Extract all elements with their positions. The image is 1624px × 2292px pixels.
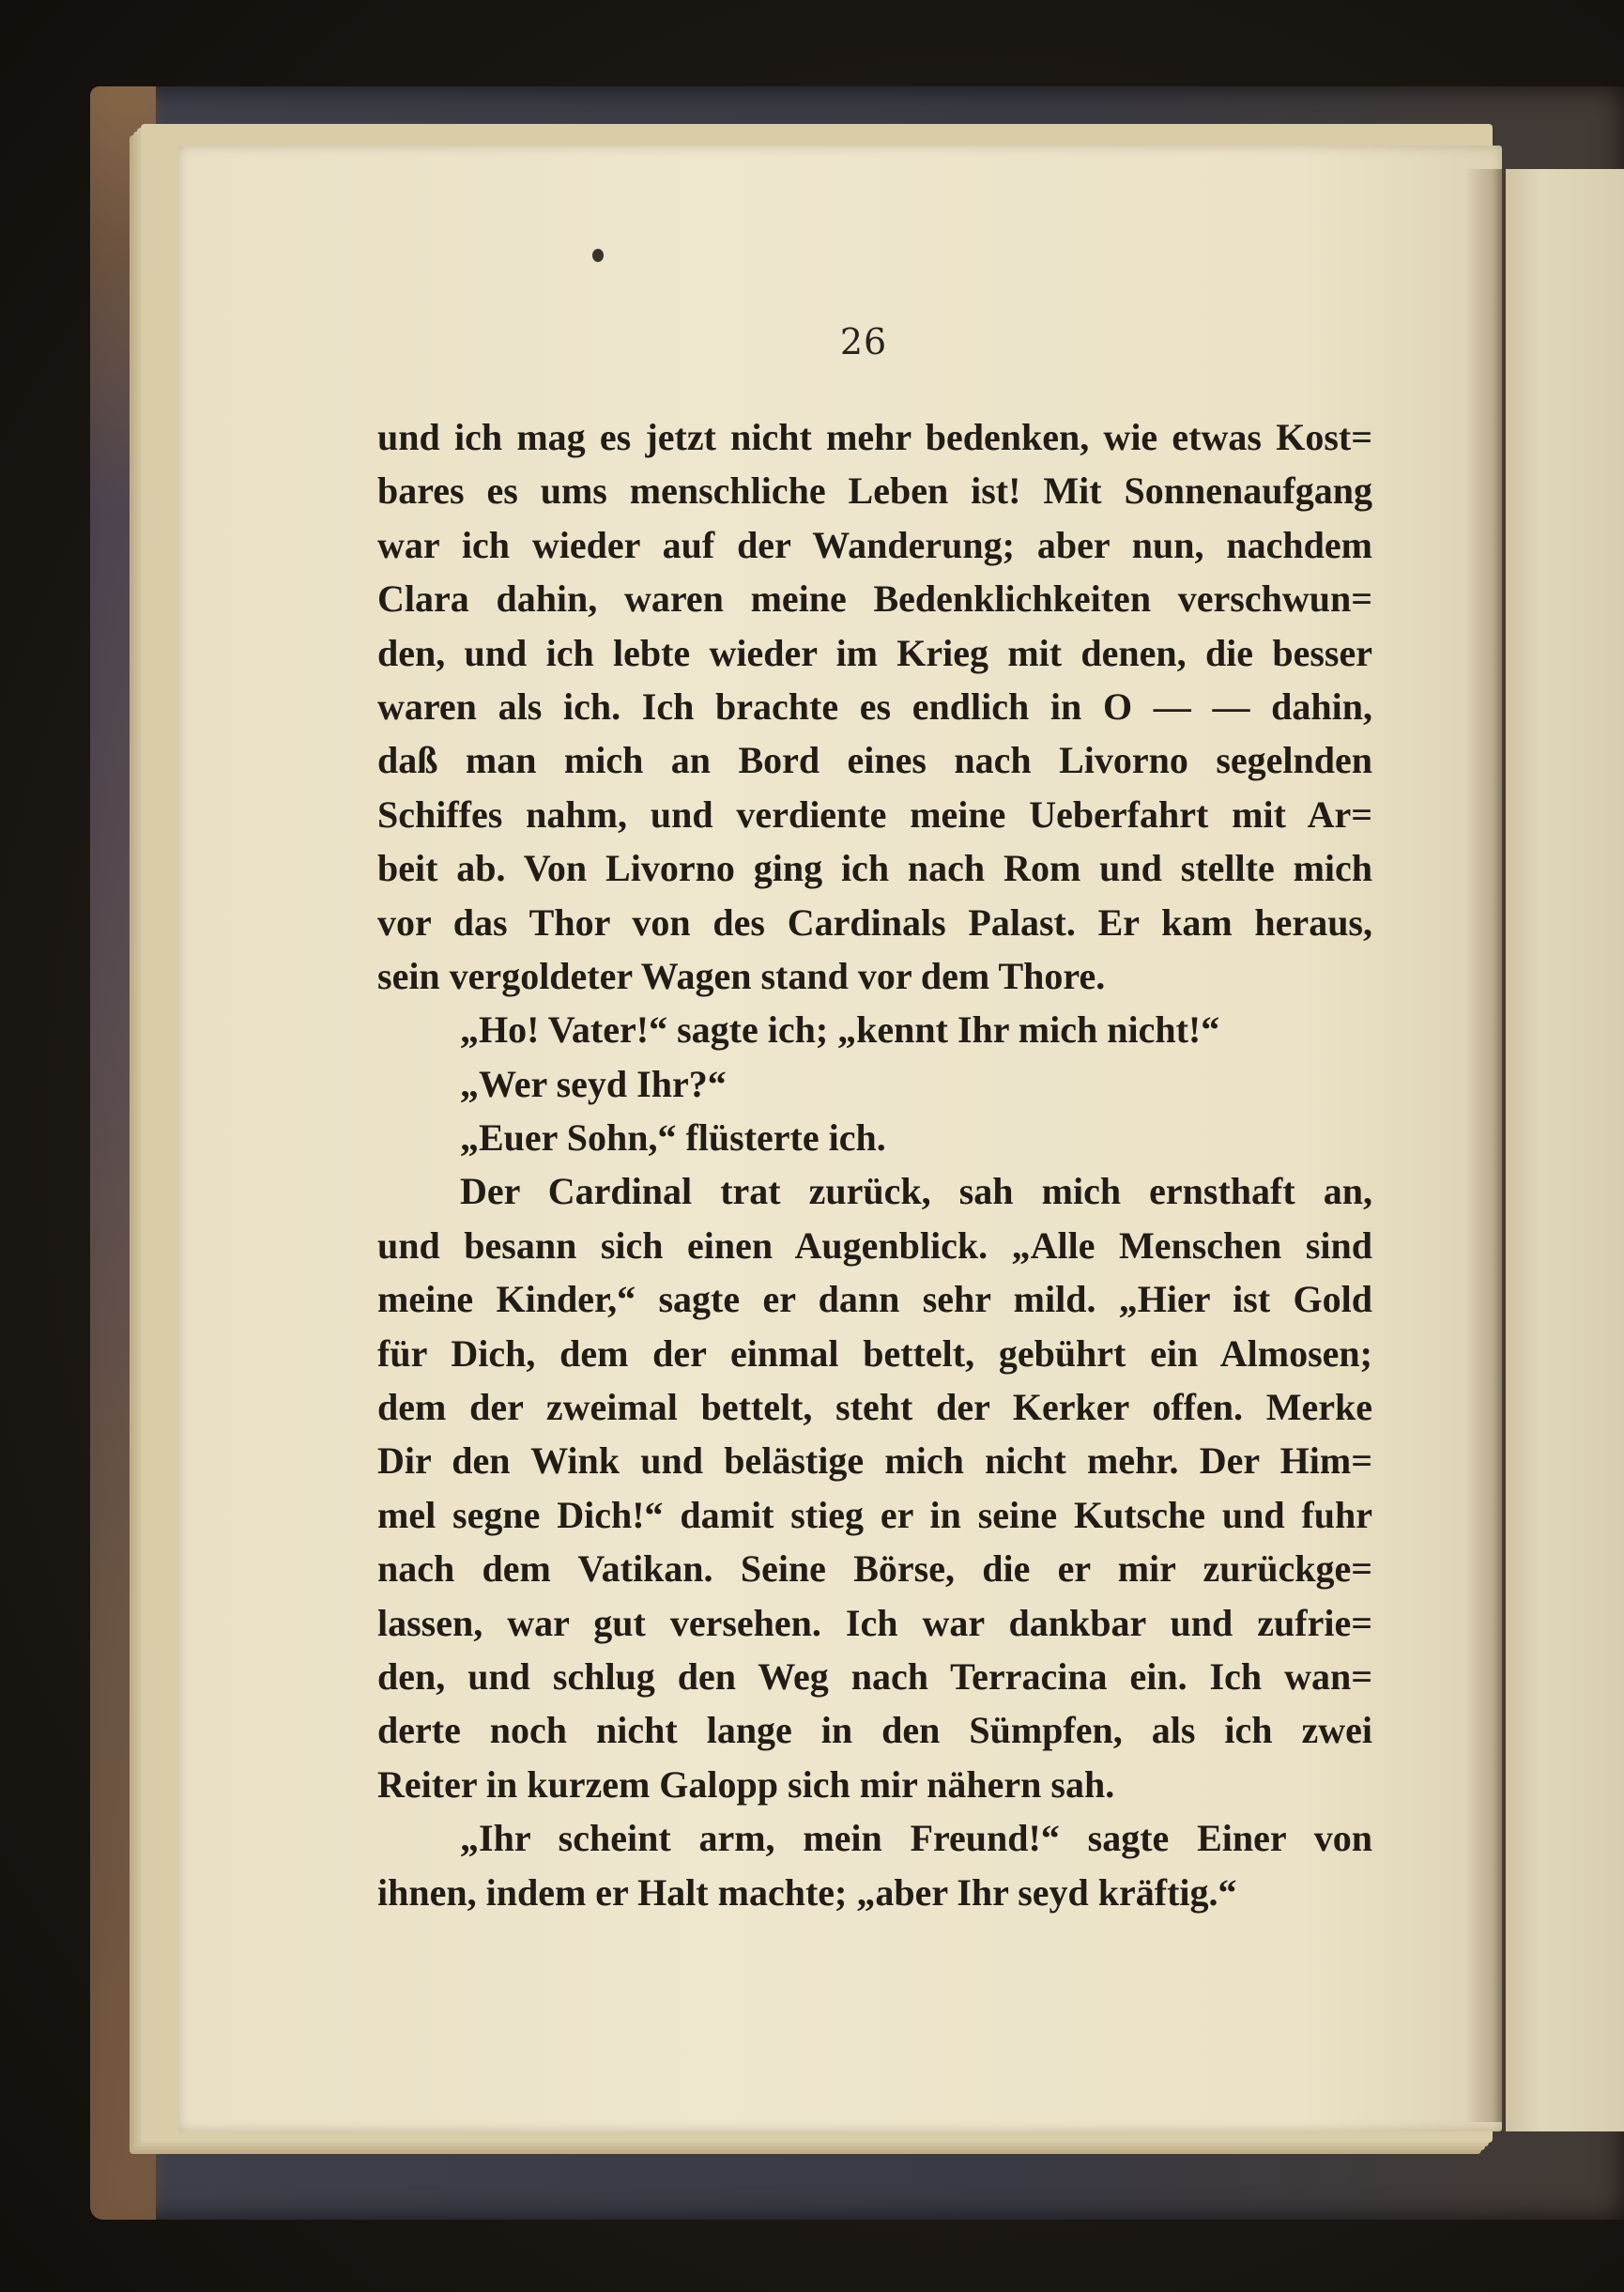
text-line: derte noch nicht lange in den Sümpfen, als ich zwei [377,1709,1372,1752]
page-gutter [1464,169,1511,2122]
text-line: „Euer Sohn,“ flüsterte ich. [460,1116,886,1160]
ink-dot [592,249,604,262]
text-line: sein vergoldeter Wagen stand vor dem Thore. [377,954,1106,997]
text-line: mel segne Dich!“ damit stieg er in seine Kutsche und fuhr [377,1493,1372,1536]
text-line: daß man mich an Bord eines nach Livorno segelnden [377,739,1372,782]
text-line: Schiffes nahm, und verdiente meine Ueberfahrt mit Ar= [377,792,1372,836]
text-line: bares es ums menschliche Leben ist! Mit Sonnenaufgang [377,469,1372,513]
text-line: beit ab. Von Livorno ging ich nach Rom und stellte mich [377,847,1372,890]
text-line: für Dich, dem der einmal bettelt, gebührt ein Almosen; [377,1331,1372,1375]
page-text [377,410,1372,1919]
text-line: Clara dahin, waren meine Bedenklichkeiten verschwun= [377,577,1372,621]
text-line: „Wer seyd Ihr?“ [460,1062,727,1105]
text-line: war ich wieder auf der Wanderung; aber nun, nachdem [377,523,1372,566]
text-line: und besann sich einen Augenblick. „Alle Menschen sind [377,1223,1372,1267]
text-line: ihnen, indem er Halt machte; „aber Ihr seyd kräftig.“ [377,1870,1237,1914]
facing-page-edge [1506,169,1624,2131]
page-number: 26 [839,321,888,362]
text-line: und ich mag es jetzt nicht mehr bedenken, wie etwas Kost= [377,416,1372,458]
text-line: den, und ich lebte wieder im Krieg mit denen, die besser [377,631,1372,674]
text-line: lassen, war gut versehen. Ich war dankbar und zufrie= [377,1601,1372,1644]
text-line: dem der zweimal bettelt, steht der Kerker offen. Merke [377,1386,1372,1429]
text-line: den, und schlug den Weg nach Terracina ein. Ich wan= [377,1654,1372,1698]
text-line: „Ho! Vater!“ sagte ich; „kennt Ihr mich nicht!“ [460,1008,1220,1052]
text-line: „Ihr scheint arm, mein Freund!“ sagte Einer von [460,1817,1372,1860]
text-line: meine Kinder,“ sagte er dann sehr mild. „Hier ist Gold [377,1278,1372,1321]
text-line: Reiter in kurzem Galopp sich mir nähern sah. [377,1762,1115,1806]
text-line: waren als ich. Ich brachte es endlich in O — — dahin, [377,685,1372,728]
text-line: Dir den Wink und belästige mich nicht mehr. Der Him= [377,1439,1372,1483]
text-line: vor das Thor von des Cardinals Palast. Er kam heraus, [377,900,1372,944]
text-line: nach dem Vatikan. Seine Börse, die er mir zurückge= [377,1547,1372,1591]
text-line: Der Cardinal trat zurück, sah mich ernsthaft an, [460,1170,1372,1213]
